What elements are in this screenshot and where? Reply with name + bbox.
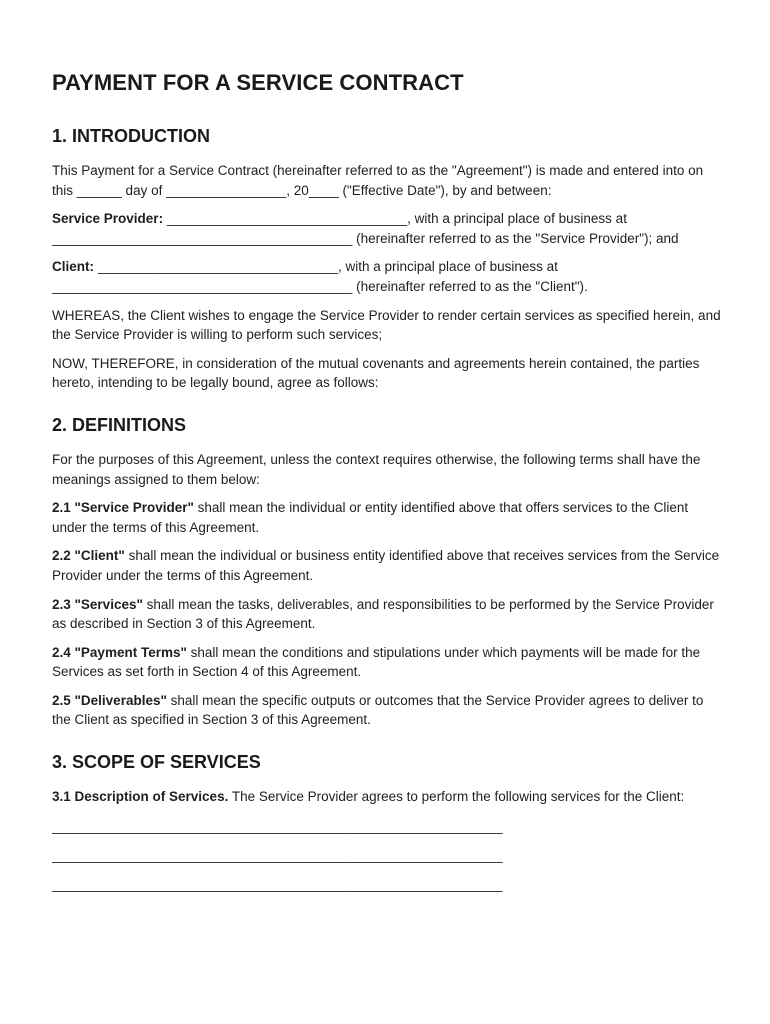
definition-item [52,498,722,537]
definition-term: 2.1 "Service Provider" [52,500,194,516]
client-text: ________________________________, with a principal place of business at ________________________________________ (hereinafter referred to as the "Client"). [52,259,588,294]
contract-page [52,70,722,895]
scope-description-text: The Service Provider agrees to perform the following services for the Client: [228,789,685,805]
client-paragraph [52,257,722,296]
section-heading-definitions: 2. DEFINITIONS [52,414,187,435]
whereas-paragraph: WHEREAS, the Client wishes to engage the Service Provider to render certain services as specified herein, and the Service Provider is willing to perform such services; [52,307,721,343]
definition-item [52,691,722,730]
intro-text: This Payment for a Service Contract (hereinafter referred to as the "Agreement") is made and entered into on this ______ day of ________________, 20____ ("Effective Date"), by and between: [52,163,704,198]
definition-item [52,546,722,585]
section-heading-scope: 3. SCOPE OF SERVICES [52,752,261,773]
definitions-intro: For the purposes of this Agreement, unless the context requires otherwise, the following terms shall have the meanings assigned to them below: [52,451,701,487]
client-label: Client: [52,259,94,275]
definition-item [52,643,722,682]
services-blank-line: ____________________________________________________________ [52,876,503,892]
definition-text: shall mean the conditions and stipulations under which payments will be made for the Services as set forth in Section 4 of this Agreement. [52,644,701,680]
definition-text: shall mean the individual or entity identified above that offers services to the Client under the terms of this Agreement. [52,500,689,535]
intro-paragraph [52,161,722,200]
service-provider-text: ________________________________, with a principal place of business at ________________________________________ (hereinafter referred to as the "Service Provider"); and [52,211,679,246]
document-title: PAYMENT FOR A SERVICE CONTRACT [52,70,464,95]
service-provider-paragraph [52,209,722,248]
now-therefore-paragraph: NOW, THEREFORE, in consideration of the mutual covenants and agreements herein contained, the parties hereto, intending to be legally bound, agree as follows: [52,355,700,391]
services-blank-line: ____________________________________________________________ [52,847,503,863]
definition-text: shall mean the specific outputs or outcomes that the Service Provider agrees to deliver to the Client as specified in Section 3 of this Agreement. [52,692,704,728]
definition-term: 2.3 "Services" [52,596,143,612]
section-heading-introduction: 1. INTRODUCTION [52,126,211,146]
scope-description-label: 3.1 Description of Services. [52,789,229,805]
services-blank-line: ____________________________________________________________ [52,818,503,834]
definition-term: 2.4 "Payment Terms" [52,644,187,660]
definition-text: shall mean the individual or business entity identified above that receives services from the Service Provider under the terms of this Agreement. [52,548,720,583]
definition-term: 2.5 "Deliverables" [52,692,167,708]
scope-description [52,787,722,807]
service-provider-label: Service Provider: [52,211,164,227]
definition-term: 2.2 "Client" [52,548,125,564]
definition-item [52,595,722,634]
definition-text: shall mean the tasks, deliverables, and responsibilities to be performed by the Service Provider as described in Section 3 of this Agreement. [52,596,714,632]
